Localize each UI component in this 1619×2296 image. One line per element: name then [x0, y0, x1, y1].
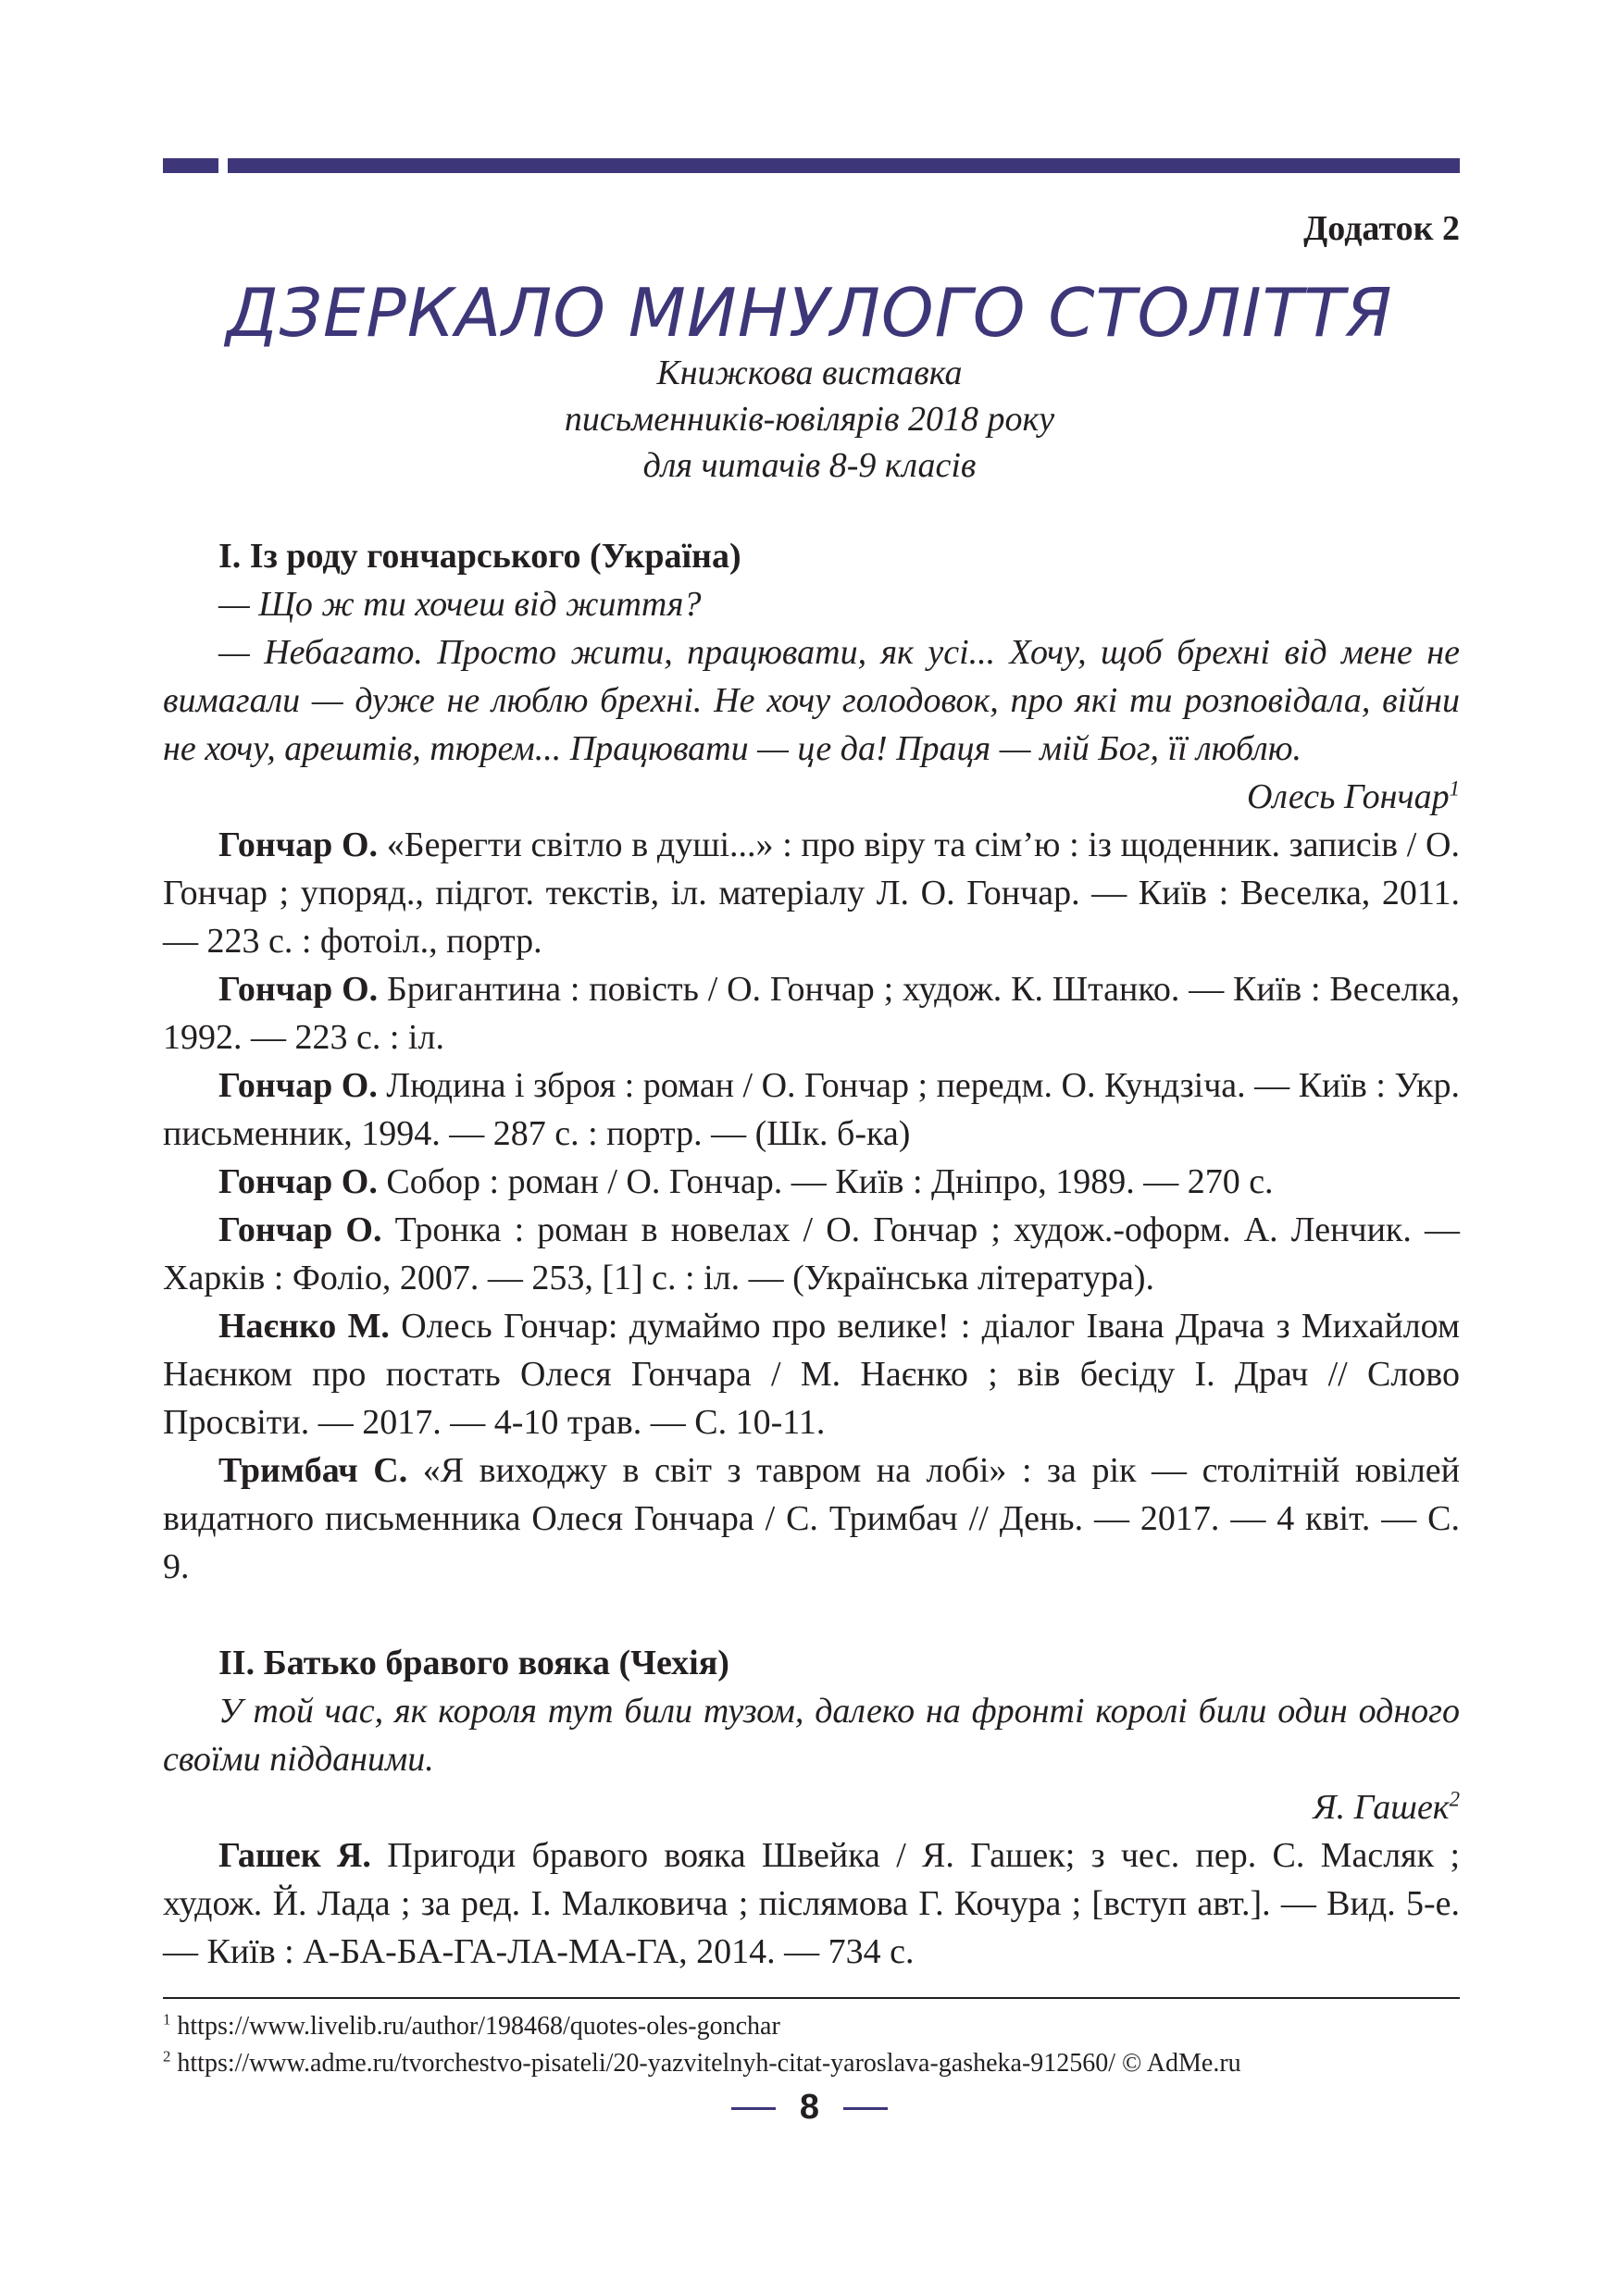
- page-number-dash: [843, 2107, 888, 2110]
- epigraph-author: Я. Гашек$^2$: [1313, 1787, 1460, 1827]
- footnote-link[interactable]: https://www.livelib.ru/author/198468/quotes-oles-gonchar: [170, 2012, 780, 2041]
- bibliography-entry: Гончар О. Людина і зброя : роман / О. Гончар ; передм. О. Кундзіча. — Київ : Укр. письменник, 1994. — 287 с. : портр. — (Шк. б-ка): [163, 1066, 1460, 1153]
- footnote-ref[interactable]: 2: [1449, 1787, 1460, 1811]
- epigraph-line: У той час, як короля тут били тузом, далеко на фронті королі били один одного своїми підданими.: [163, 1692, 1460, 1779]
- bibliography-entry: Гончар О. «Берегти світло в душі...» : про віру та сім’ю : із щоденник. записів / О. Гончар ; упоряд., підгот. текстів, іл. матеріалу Л. О. Гончар. — Київ : Веселка, 2011. — 223 с. : фотоіл., портр.: [163, 825, 1460, 961]
- header-bar-short: [163, 158, 218, 173]
- footnote: $^2$ https://www.adme.ru/tvorchestvo-pisateli/20-yazvitelnyh-citat-yaroslava-gasheka-912560/ © AdMe.ru: [163, 2047, 1241, 2078]
- subtitle: [0, 350, 1619, 489]
- section-spacer: [163, 1591, 1460, 1639]
- bibliography-entry: Тримбач С. «Я виходжу в світ з тавром на лобі» : за рік — столітній ювілей видатного письменника Олеся Гончара / С. Тримбач // День. — 2017. — 4 квіт. — С. 9.: [163, 1451, 1460, 1586]
- subtitle-line: письменників-ювілярів 2018 року: [564, 400, 1055, 439]
- subtitle-line: Книжкова виставка: [656, 354, 963, 392]
- epigraph-author: Олесь Гончар$^1$: [1246, 776, 1460, 816]
- bibliography-entry: Гончар О. Тронка : роман в новелах / О. Гончар ; худож.-оформ. А. Ленчик. — Харків : Фоліо, 2007. — 253, [1] с. : іл. — (Українська література).: [163, 1210, 1460, 1297]
- page-number-footer: [0, 2088, 1619, 2128]
- footnote-ref[interactable]: 1: [1449, 776, 1460, 800]
- appendix-label: Додаток 2: [1303, 209, 1460, 248]
- epigraph-line: — Небагато. Просто жити, працювати, як усі... Хочу, щоб брехні від мене не вимагали — дуже не люблю брехні. Не хочу голодовок, про які ти розповідала, війни не хочу, арештів, тюрем... Працювати — це да! Праця — мій Бог, її люблю.: [163, 633, 1460, 768]
- subtitle-line: для читачів 8-9 класів: [642, 446, 977, 485]
- footnote-link[interactable]: https://www.adme.ru/tvorchestvo-pisateli/20-yazvitelnyh-citat-yaroslava-gasheka-912560/ © AdMe.ru: [170, 2049, 1241, 2078]
- bibliography-entry: Гончар О. Собор : роман / О. Гончар. — Київ : Дніпро, 1989. — 270 с.: [218, 1162, 1274, 1201]
- section-heading-1: І. Із роду гончарського (Україна): [218, 537, 741, 576]
- bibliography-entry: Гончар О. Бригантина : повість / О. Гончар ; худож. К. Штанко. — Київ : Веселка, 1992. — 223 с. : іл.: [163, 970, 1460, 1057]
- page-number-dash: [731, 2107, 776, 2110]
- header-bar-long: [228, 158, 1460, 173]
- bibliography-entry: Гашек Я. Пригоди бравого вояка Швейка / Я. Гашек; з чес. пер. С. Масляк ; худож. Й. Лада ; за ред. І. Малковича ; післямова Г. Кочура ; [вступ авт.]. — Вид. 5-е. — Київ : А-БА-БА-ГА-ЛА-МА-ГА, 2014. — 734 с.: [163, 1836, 1460, 1971]
- epigraph-line: — Що ж ти хочеш від життя?: [218, 585, 702, 624]
- section-heading-2: ІІ. Батько бравого вояка (Чехія): [218, 1644, 729, 1682]
- footnote-divider: [163, 1997, 1460, 1999]
- page-title: ДЗЕРКАЛО МИНУЛОГО СТОЛІТТЯ: [226, 274, 1393, 352]
- page-number: 8: [799, 2088, 820, 2127]
- main-content: [163, 532, 1460, 1976]
- bibliography-entry: Наєнко М. Олесь Гончар: думаймо про велике! : діалог Івана Драча з Михайлом Наєнком про постать Олеся Гончара / М. Наєнко ; вів бесіду І. Драч // Слово Просвіти. — 2017. — 4-10 трав. — С. 10-11.: [163, 1307, 1460, 1442]
- footnotes: [163, 2008, 1460, 2082]
- footnote: $^1$ https://www.livelib.ru/author/198468/quotes-oles-gonchar: [163, 2010, 780, 2041]
